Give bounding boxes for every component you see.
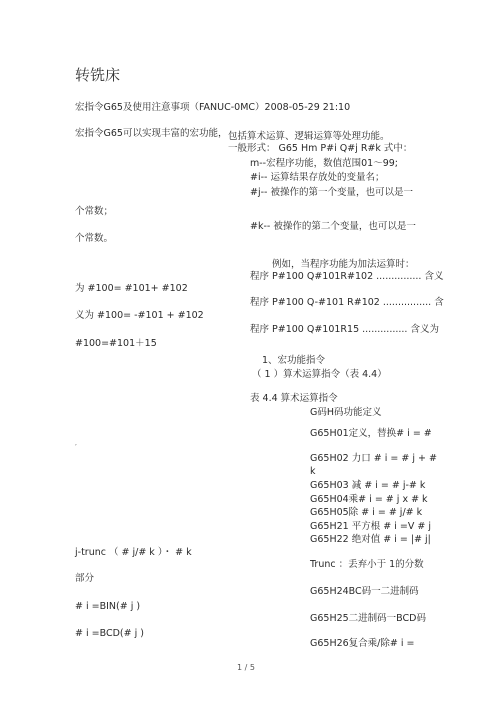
text-line: 程序 P#100 Q#101R#102 ............... 含义 (250, 271, 444, 282)
text-line: 表 4.4 算术运算指令 (250, 393, 338, 404)
text-line: k (310, 466, 316, 477)
text-line: 个常数。 (75, 233, 114, 244)
text-line: 程序 P#100 Q-#101 R#102 ................ 含 (250, 297, 444, 308)
text-line: 一般形式： G65 Hm P#i Q#j R#k 式中： (228, 143, 413, 154)
text-line: 义为 #100= -#101 + #102 (75, 310, 204, 321)
text-line: 为 #100= #101+ #102 (75, 283, 188, 294)
text-line: G65H02 力口 # i = # j + # (310, 453, 437, 464)
text-line: （ 1 ）算术运算指令（表 4.4） (252, 369, 387, 380)
text-line: j-trunc （ # j/# k ）・ # k (75, 547, 192, 558)
text-line: 部分 (75, 573, 95, 584)
text-line: G65H03 减 # i = # j-# k (310, 480, 426, 491)
text-line: # i =BCD(# j ) (75, 628, 144, 639)
text-line: G65H24BC码一二进制码 (310, 586, 419, 597)
text-line: #k-- 被操作的第二个变量，也可以是一 (250, 221, 416, 232)
stray-mark: , (75, 440, 77, 447)
text-line: 个常数； (75, 206, 114, 217)
text-line: G65H22 绝对值 # i = |# j| (310, 534, 431, 545)
text-line: G65H01定义，替换# i = # (310, 428, 432, 439)
text-line: Trunc ：丢弃小于 1的分数 (310, 559, 424, 570)
text-line: G65H26复合乘/除# i = (310, 638, 415, 649)
text-line: #100=#101＋15 (75, 338, 157, 349)
text-line: G码H码功能定义 (310, 407, 382, 418)
text-line: G65H05除 # i = # j/# k (310, 507, 423, 518)
text-line: 例如，当程序功能为加法运算时： (272, 259, 415, 270)
text-line: m--宏程序功能，数值范围01～99; (250, 158, 398, 169)
text-line: 包括算术运算、逻辑运算等处理功能。 (228, 131, 390, 142)
document-title: 转铣床 (75, 66, 121, 84)
text-line: G65H04乘# i = # j x # k (310, 494, 428, 505)
text-line: 程序 P#100 Q#101R15 ............... 含义为 (250, 324, 439, 335)
text-line: 宏指令G65可以实现丰富的宏功能， (75, 128, 228, 139)
text-line: G65H25二进制码一BCD码 (310, 613, 426, 624)
text-line: G65H21 平方根 # i =V # j (310, 521, 431, 532)
page-number: 1 / 5 (237, 663, 255, 672)
document-header-line: 宏指令G65及使用注意事项（FANUC-0MC）2008-05-29 21:10 (75, 102, 351, 113)
text-line: 1、宏功能指令 (262, 355, 326, 366)
text-line: #i-- 运算结果存放处的变量名； (250, 172, 385, 183)
text-line: # i =BIN(# j ) (75, 601, 141, 612)
text-line: #j-- 被操作的第一个变量，也可以是一 (250, 187, 413, 198)
